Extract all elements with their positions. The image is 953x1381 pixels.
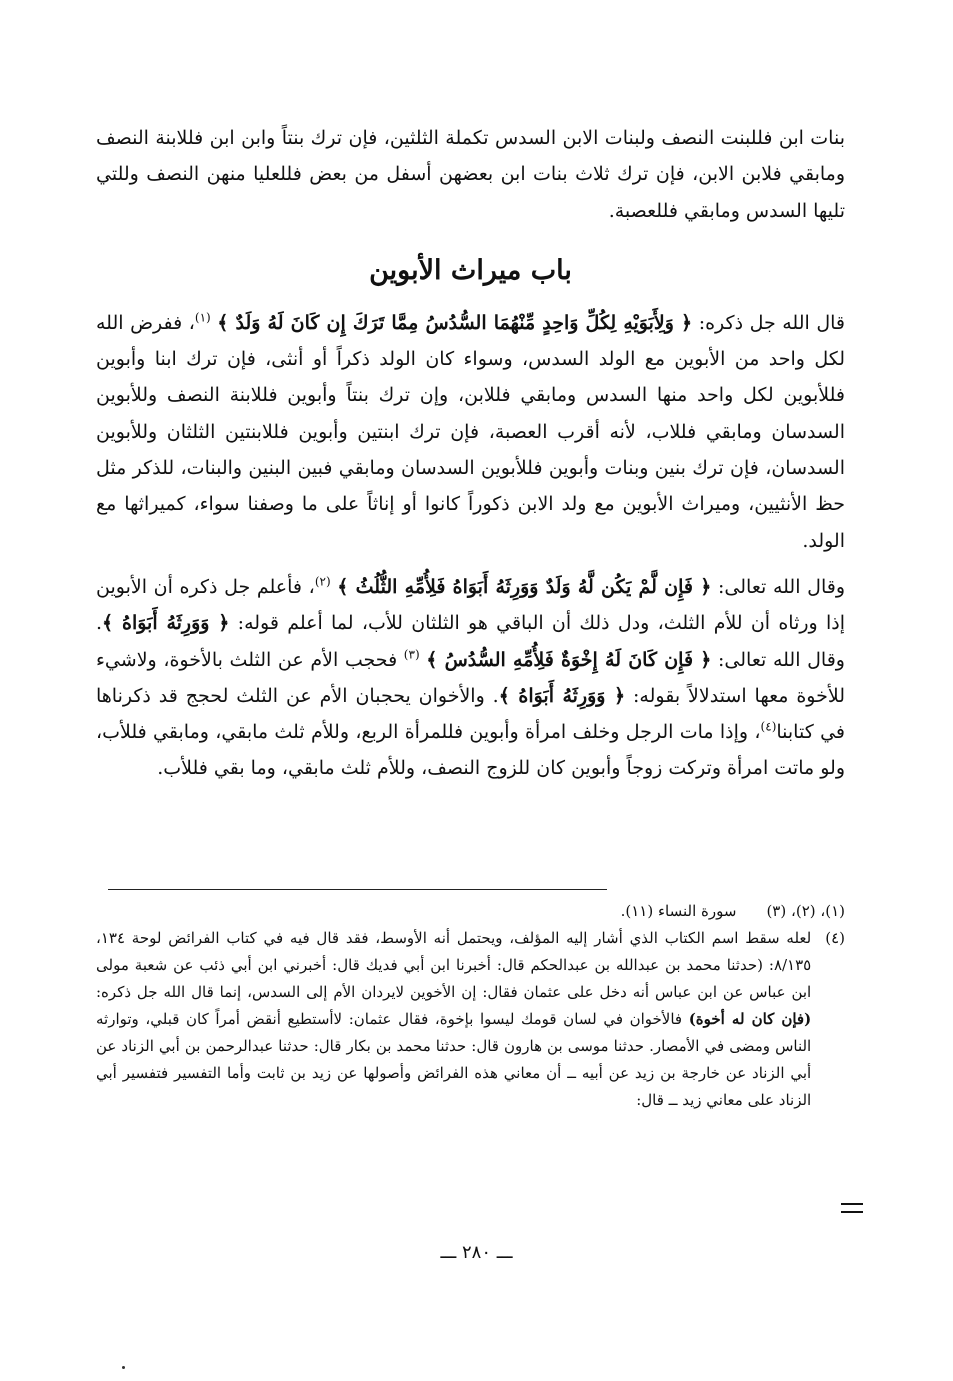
footnote-1-3 bbox=[96, 898, 845, 925]
text-run: . وقال الله تعالى: bbox=[96, 612, 845, 671]
main-text bbox=[96, 120, 845, 787]
footnote-marker: (١)، (٢)، (٣) bbox=[766, 902, 845, 920]
quran-verse: ﴿ وَوَرِثَهُ أَبَوَاهُ ﴾ bbox=[498, 684, 626, 707]
footnotes bbox=[96, 898, 845, 1114]
footnote-4 bbox=[96, 925, 845, 1114]
footnote-ref: (٢) bbox=[314, 574, 331, 589]
text-run: لعله سقط اسم الكتاب الذي أشار إليه المؤلف، ويحتمل أنه الأوسط، فقد قال فيه في كتاب الفرائض لوحة ١٣٤، ٨/١٣٥: (حدثنا محمد بن عبدالله بن عبدالحكم قال: أخبرنا ابن أبي فديك قال: أخبرني ابن أبي ذئب عن شعبة مولى ابن عباس عن ابن عباس أنه دخل على عثمان فقال: إن الأخوين لايردان الأم إلى السدس، إنما قال الله جل ذكره: bbox=[96, 929, 812, 1001]
text-run: . والأخوان يحجبان الأم عن الثلث لحجج قد ذكرناها في كتابنا bbox=[96, 684, 845, 744]
page-number: ـــ ٢٨٠ ـــ bbox=[440, 1242, 513, 1263]
quran-verse: ﴿ وَلِأَبَوَيْهِ لِكُلِّ وَاحِدٍ مِّنْهُمَا السُّدُسُ مِمَّا تَرَكَ إِن كَانَ لَهُ وَلَدٌ ﴾ bbox=[217, 311, 693, 334]
text-run: فالأخوان في لسان قومك ليسوا بإخوة، فقال عثمان: لاأستطيع أنقض أمراً كان قبلي، وتوارثه الناس ومضى في الأمصار. حدثنا موسى بن هارون قال: حدثنا محمد بن بكار قال: حدثنا عبدالرحمن بن أبي الزناد عن أبي الزناد عن خارجة بن زيد عن أبيه ــ أن معاني هذه الفرائض وأصولها عن زيد بن ثابت وأما التفسير فتفسير أبي الزناد على معاني زيد ــ قال: bbox=[96, 1010, 812, 1109]
scan-speck bbox=[122, 1366, 125, 1369]
text-run: ، ففرض الله لكل واحد من الأبوين مع الولد السدس، وسواء كان الولد ذكراً أو أنثى، فإن ترك ابنا وأبوين فللأبوين لكل واحد منها السدس ومابقي فللابن، وإن ترك بنتاً وأبوين فللابنة النصف وللأبوين السدسان ومابقي فللاب، لأنه أقرب العصبة، فإن ترك ابنتين وأبوين فللابنتين الثلثان وللأبوين السدسان، فإن ترك بنين وبنات وأبوين فللأبوين السدسان ومابقي فبين البنين والبنات، للذكر مثل حظ الأنثيين، وميراث الأبوين مع ولد الابن ذكوراً كانوا أو إناثاً على ما وصفنا سواء، كميراثها مع الولد. bbox=[96, 311, 845, 552]
footnote-text: سورة النساء (١١). bbox=[620, 902, 737, 920]
paragraph-continuation: بنات ابن فللبنت النصف ولبنات الابن السدس تكملة الثلثين، فإن ترك بنتاً وابن ابن فللابنة النصف ومابقي فلابن الابن، فإن ترك ثلاث بنات ابن بعضهن أسفل من بعض فللعليا منهن النصف وللتي تليها السدس ومابقي فللعصبة. bbox=[96, 127, 845, 222]
text-run: قال الله جل ذكره: bbox=[692, 311, 845, 334]
section-heading: باب ميراث الأبوين bbox=[369, 254, 572, 286]
footnote-text bbox=[96, 925, 811, 1114]
footnote-ref: (١) bbox=[194, 310, 211, 325]
footnote-ref: (٤) bbox=[760, 719, 777, 734]
quran-verse: ﴿ فَإِن لَّمْ يَكُن لَّهُ وَلَدٌ وَوَرِثَهُ أَبَوَاهُ فَلِأُمِّهِ الثُّلُثُ ﴾ bbox=[337, 575, 712, 598]
text-run: ، وإذا مات الرجل وخلف امرأة وأبوين فللمرأة الربع، وللأم ثلث مابقي، ومابقي فللأب، ولو ماتت امرأة وتركت زوجاً وأبوين كان للزوج النصف، وللأم ثلث مابقي، وما بقي فللأب. bbox=[96, 721, 845, 780]
text-run: ، فأعلم جل ذكره أن الأبوين إذا ورثاه أن للأم الثلث، ودل ذلك أن الباقي هو الثلثان للأب، لما أعلم قوله: bbox=[96, 575, 845, 635]
text-run: وقال الله تعالى: bbox=[711, 575, 845, 598]
paragraph-parents-inheritance bbox=[96, 305, 845, 559]
footnote-ref: (٣) bbox=[403, 647, 420, 662]
text-run: فحجب الأم عن الثلث بالأخوة، ولاشيء للأخوة معها استدلالاً بقوله: bbox=[96, 648, 845, 707]
continuation-mark bbox=[841, 1203, 863, 1213]
footnote-marker: (٤) bbox=[825, 929, 845, 947]
quran-verse: ﴿ وَوَرِثَهُ أَبَوَاهُ ﴾ bbox=[102, 612, 230, 635]
footnote-divider bbox=[108, 889, 607, 890]
paragraph-mother-third bbox=[96, 569, 845, 787]
quoted-verse: (فإن كان له أخوة) bbox=[688, 1010, 812, 1028]
quran-verse: ﴿ فَإِن كَانَ لَهُ إِخْوَةٌ فَلِأُمِّهِ السُّدُسُ ﴾ bbox=[426, 648, 712, 671]
